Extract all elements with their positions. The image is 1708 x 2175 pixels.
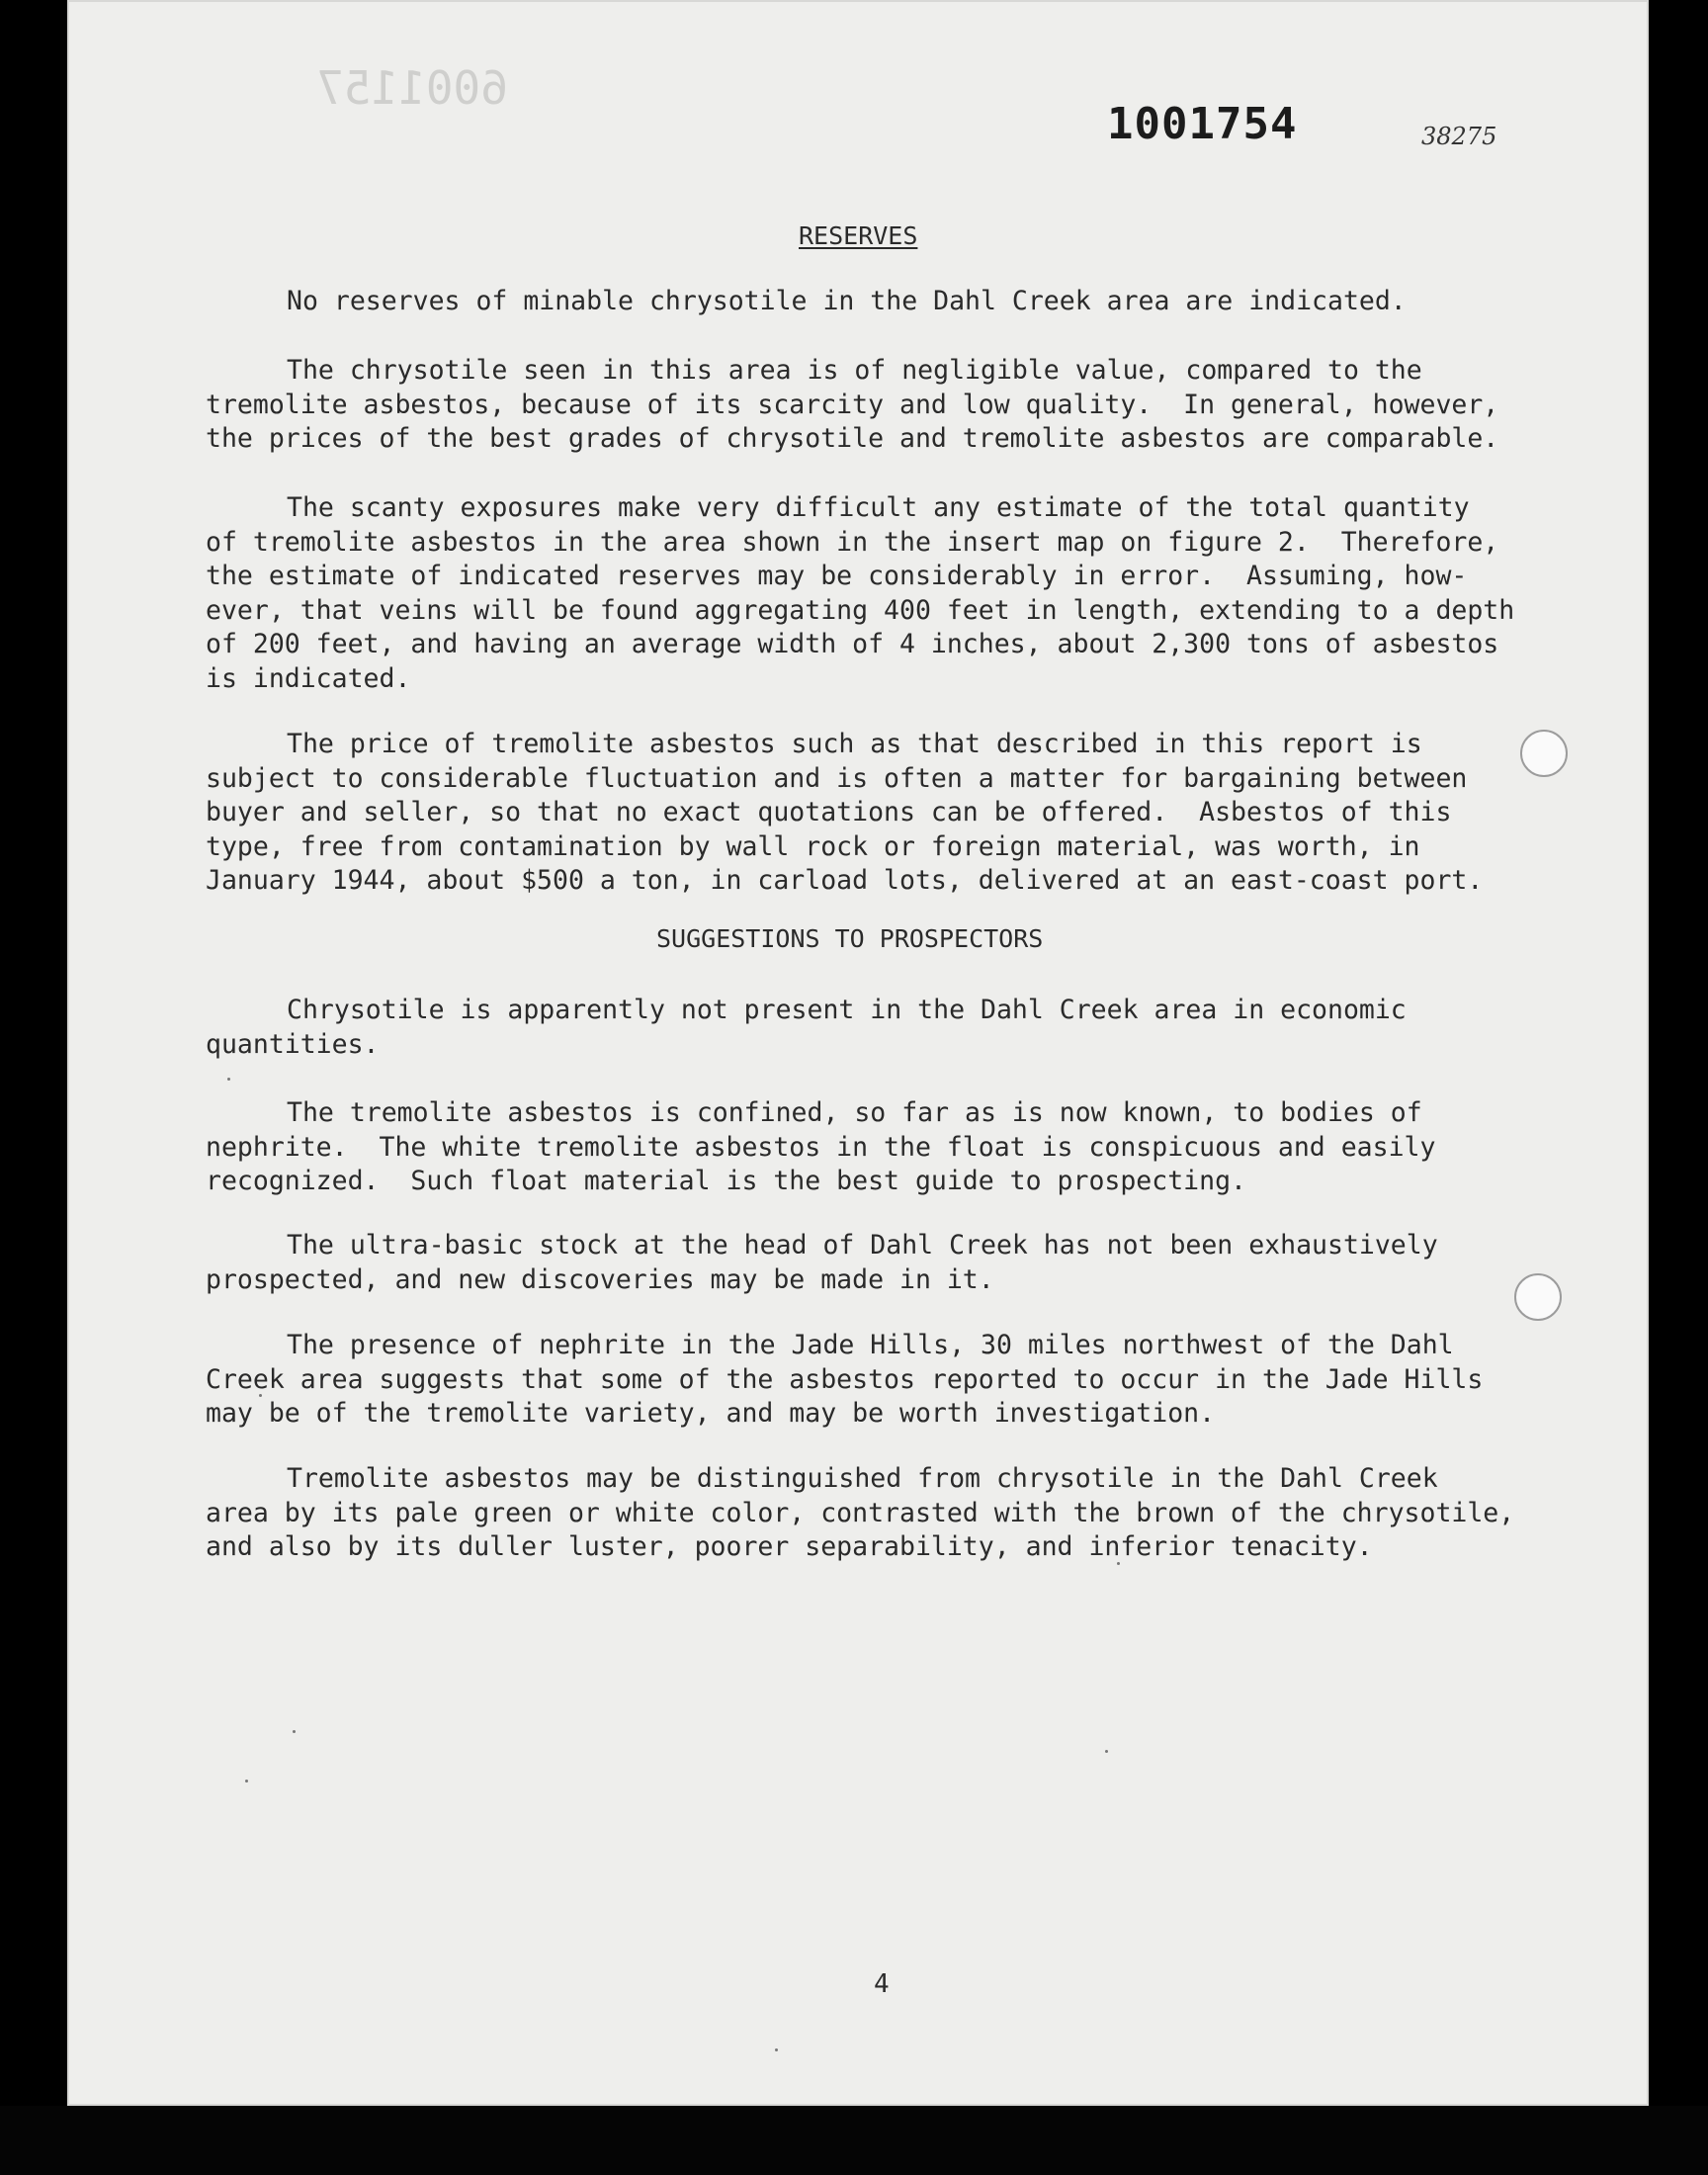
text-line: The scanty exposures make very difficult any estimate of the total quantity <box>287 492 1470 523</box>
scan-speck <box>227 1078 230 1081</box>
paragraph-reserves-3 <box>136 491 1520 696</box>
text-line: The price of tremolite asbestos such as that described in this report is <box>287 729 1422 759</box>
section-heading-suggestions: SUGGESTIONS TO PROSPECTORS <box>656 924 1044 953</box>
text-line: subject to considerable fluctuation and is often a matter for bargaining between <box>206 762 1468 794</box>
text-line: may be of the tremolite variety, and may be worth investigation. <box>206 1398 1216 1429</box>
text-line: tremolite asbestos, because of its scarcity and low quality. In general, however, <box>206 389 1499 420</box>
scan-speck <box>1117 1562 1120 1565</box>
text-line: area by its pale green or white color, contrasted with the brown of the chrysotile, <box>206 1497 1515 1528</box>
text-line: and also by its duller luster, poorer separability, and inferior tenacity. <box>206 1531 1373 1562</box>
paragraph-suggestions-4 <box>136 1329 1520 1432</box>
scan-speck <box>1105 1750 1108 1753</box>
paragraph-suggestions-3 <box>136 1229 1520 1297</box>
text-line: buyer and seller, so that no exact quotations can be offered. Asbestos of this <box>206 797 1452 827</box>
text-line: Creek area suggests that some of the asbestos reported to occur in the Jade Hills <box>206 1363 1484 1395</box>
scan-speck <box>259 1394 262 1397</box>
punch-hole-upper <box>1520 730 1568 777</box>
text-line: prospected, and new discoveries may be made in it. <box>206 1263 994 1295</box>
text-line: January 1944, about $500 a ton, in carload lots, delivered at an east-coast port. <box>206 865 1484 896</box>
paragraph-reserves-4 <box>136 728 1520 899</box>
paragraph-suggestions-5 <box>136 1462 1520 1565</box>
bleed-through-number: 6001157 <box>316 61 508 115</box>
text-line: type, free from contamination by wall rock or foreign material, was worth, in <box>206 830 1420 862</box>
scan-border <box>0 2106 1708 2175</box>
text-line: quantities. <box>206 1028 380 1060</box>
text-line: the estimate of indicated reserves may be considerably in error. Assuming, how- <box>206 561 1468 591</box>
text-line: of 200 feet, and having an average width of 4 inches, about 2,300 tons of asbestos <box>206 629 1499 659</box>
text-line: The presence of nephrite in the Jade Hills, 30 miles northwest of the Dahl <box>287 1330 1454 1360</box>
scan-speck <box>293 1730 296 1733</box>
paragraph-reserves-1 <box>136 285 1520 319</box>
text-line: The ultra-basic stock at the head of Dahl Creek has not been exhaustively <box>287 1230 1438 1261</box>
text-line: Chrysotile is apparently not present in the Dahl Creek area in economic <box>287 995 1407 1025</box>
text-line: Tremolite asbestos may be distinguished from chrysotile in the Dahl Creek <box>287 1463 1438 1494</box>
section-heading-reserves: RESERVES <box>799 221 918 250</box>
text-line: nephrite. The white tremolite asbestos in the float is conspicuous and easily <box>206 1131 1436 1163</box>
document-number-stamp: 1001754 <box>1107 99 1298 149</box>
page-number: 4 <box>874 1969 890 1999</box>
text-line: recognized. Such float material is the best guide to prospecting. <box>206 1166 1246 1196</box>
punch-hole-lower <box>1514 1273 1562 1321</box>
text-line: The tremolite asbestos is confined, so far as is now known, to bodies of <box>287 1097 1422 1128</box>
scan-speck <box>775 2048 778 2051</box>
text-line: No reserves of minable chrysotile in the Dahl Creek area are indicated. <box>287 286 1407 316</box>
text-line: of tremolite asbestos in the area shown in the insert map on figure 2. Therefore, <box>206 526 1499 558</box>
paragraph-suggestions-2 <box>136 1096 1520 1199</box>
paragraph-reserves-2 <box>136 354 1520 457</box>
text-line: the prices of the best grades of chrysotile and tremolite asbestos are comparable. <box>206 423 1499 454</box>
text-line: The chrysotile seen in this area is of negligible value, compared to the <box>287 355 1422 386</box>
text-line: ever, that veins will be found aggregating 400 feet in length, extending to a depth <box>206 594 1515 626</box>
scan-speck <box>245 1780 248 1783</box>
text-line: is indicated. <box>206 662 411 694</box>
reference-number: 38275 <box>1421 123 1497 150</box>
paragraph-suggestions-1 <box>136 994 1520 1062</box>
